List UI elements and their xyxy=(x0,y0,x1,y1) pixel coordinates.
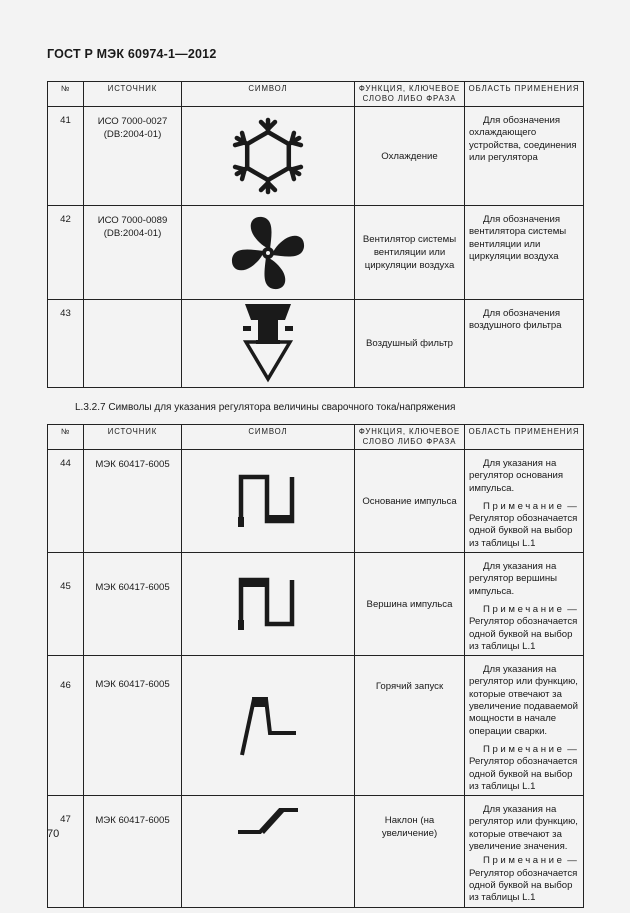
pulse-base-icon xyxy=(238,473,298,529)
row-note: — Регулятор обозначается одной буквой на выбор из таблицы L.1 xyxy=(469,603,578,652)
row-area: Для указания на регулятор вершины импульса. xyxy=(469,561,558,597)
row-area: Для обозначения вентилятора системы вентиляции или циркуляции воздуха xyxy=(469,214,567,262)
row-source: ИСО 7000-0027 (DB:2004-01) xyxy=(84,107,182,206)
row-source: МЭК 60417-6005 xyxy=(84,450,182,553)
note-label: Примечание xyxy=(483,743,565,755)
section-caption: L.3.2.7 Символы для указания регулятора величины сварочного тока/напряжения xyxy=(75,402,456,413)
row-function: Вентилятор системы вентиляции или циркуляции воздуха xyxy=(355,206,465,300)
row-number: 42 xyxy=(48,206,84,300)
symbols-table-1 xyxy=(47,81,584,388)
table-row xyxy=(48,107,584,206)
column-header-function: ФУНКЦИЯ, КЛЮЧЕВОЕ СЛОВО ЛИБО ФРАЗА xyxy=(355,425,465,450)
table-row xyxy=(48,796,584,907)
note-label: Примечание xyxy=(483,500,565,512)
column-header-source: ИСТОЧНИК xyxy=(84,425,182,450)
column-header-area: ОБЛАСТЬ ПРИМЕНЕНИЯ xyxy=(465,82,584,107)
row-number: 44 xyxy=(48,450,84,553)
note-label: Примечание xyxy=(483,603,565,615)
table-header-row xyxy=(48,425,584,450)
row-note: — Регулятор обозначается одной буквой на выбор из таблицы L.1 xyxy=(469,855,578,904)
column-header-symbol: СИМВОЛ xyxy=(182,82,355,107)
column-header-num: № xyxy=(48,82,84,107)
row-function: Основание импульса xyxy=(355,450,465,553)
fan-icon xyxy=(230,215,306,291)
column-header-num: № xyxy=(48,425,84,450)
table-row xyxy=(48,656,584,796)
row-function: Наклон (на увеличение) xyxy=(355,796,465,907)
row-function: Горячий запуск xyxy=(355,656,465,796)
row-source: ИСО 7000-0089 (DB:2004-01) xyxy=(84,206,182,300)
page-title: ГОСТ Р МЭК 60974-1—2012 xyxy=(47,47,217,61)
table-row xyxy=(48,300,584,388)
pulse-peak-icon xyxy=(238,576,298,632)
row-number: 41 xyxy=(48,107,84,206)
row-note: — Регулятор обозначается одной буквой на выбор из таблицы L.1 xyxy=(469,500,578,549)
row-source: МЭК 60417-6005 xyxy=(84,656,182,796)
row-number: 43 xyxy=(48,300,84,388)
row-source: МЭК 60417-6005 xyxy=(84,796,182,907)
column-header-area: ОБЛАСТЬ ПРИМЕНЕНИЯ xyxy=(465,425,584,450)
row-source: МЭК 60417-6005 xyxy=(84,553,182,656)
row-function: Вершина импульса xyxy=(355,553,465,656)
table-row xyxy=(48,206,584,300)
column-header-source: ИСТОЧНИК xyxy=(84,82,182,107)
row-area: Для указания на регулятор или функцию, которые отвечают за увеличение подаваемой мощности в начале операции сварки. xyxy=(469,664,578,737)
row-note: — Регулятор обозначается одной буквой на выбор из таблицы L.1 xyxy=(469,743,578,792)
row-number: 46 xyxy=(48,656,84,796)
air-filter-icon xyxy=(243,304,293,384)
row-area: Для указания на регулятор основания импульса. xyxy=(469,458,564,494)
row-area: Для обозначения воздушного фильтра xyxy=(469,308,562,332)
row-area: Для указания на регулятор или функцию, которые отвечают за увеличение значения. xyxy=(469,804,578,853)
symbols-table-2 xyxy=(47,424,584,908)
slope-up-icon xyxy=(236,806,300,836)
hot-start-icon xyxy=(238,693,298,759)
row-function: Воздушный фильтр xyxy=(355,300,465,388)
row-source xyxy=(84,300,182,388)
table-header-row xyxy=(48,82,584,107)
column-header-function: ФУНКЦИЯ, КЛЮЧЕВОЕ СЛОВО ЛИБО ФРАЗА xyxy=(355,82,465,107)
snowflake-icon xyxy=(228,116,308,196)
row-function: Охлаждение xyxy=(355,107,465,206)
table-row xyxy=(48,450,584,553)
table-row xyxy=(48,553,584,656)
note-label: Примечание xyxy=(483,855,565,867)
page-number: 70 xyxy=(47,828,60,840)
row-area: Для обозначения охлаждающего устройства, соединения или регулятора xyxy=(469,115,577,163)
column-header-symbol: СИМВОЛ xyxy=(182,425,355,450)
row-number: 45 xyxy=(48,553,84,656)
row-number: 47 xyxy=(48,796,84,907)
